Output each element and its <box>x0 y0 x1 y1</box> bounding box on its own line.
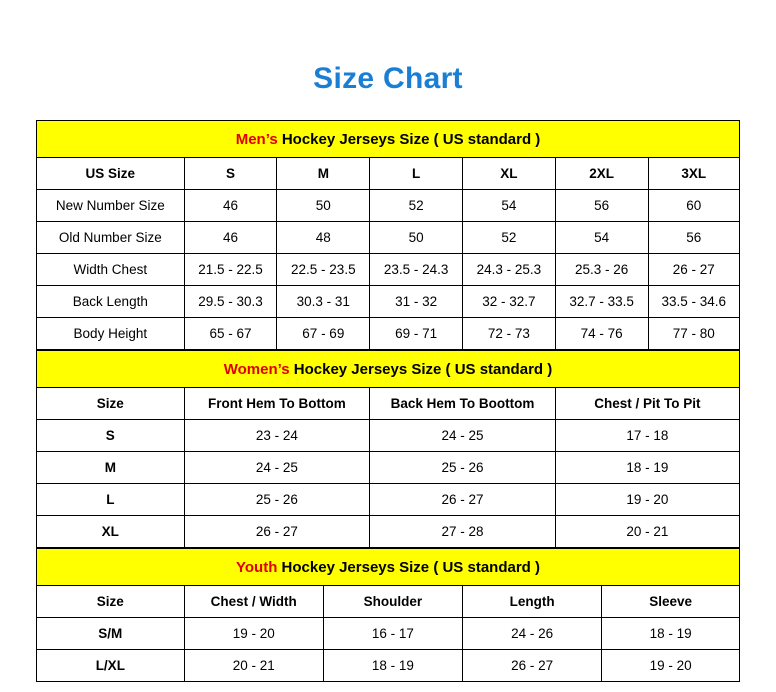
womens-col-2: Back Hem To Boottom <box>370 388 556 420</box>
womens-section-header-row <box>37 351 740 388</box>
youth-r1-c4: 19 - 20 <box>602 650 740 682</box>
womens-r1-c3: 18 - 19 <box>555 452 739 484</box>
mens-column-header-row <box>37 158 740 190</box>
womens-r3-c2: 27 - 28 <box>370 516 556 548</box>
mens-r4-c1: 65 - 67 <box>184 318 277 350</box>
womens-section-header <box>37 351 740 388</box>
mens-r1-c1: 46 <box>184 222 277 254</box>
youth-col-3: Length <box>463 586 602 618</box>
mens-r0-c0: New Number Size <box>37 190 185 222</box>
table-row <box>37 254 740 286</box>
youth-section-accent: Youth <box>236 558 278 576</box>
womens-r0-c0: S <box>37 420 185 452</box>
youth-col-4: Sleeve <box>602 586 740 618</box>
size-chart-container <box>36 120 740 682</box>
mens-r2-c6: 26 - 27 <box>648 254 739 286</box>
mens-r0-c5: 56 <box>555 190 648 222</box>
youth-r1-c2: 18 - 19 <box>323 650 462 682</box>
table-row <box>37 222 740 254</box>
mens-r2-c2: 22.5 - 23.5 <box>277 254 370 286</box>
page-title: Size Chart <box>313 62 463 95</box>
mens-r3-c2: 30.3 - 31 <box>277 286 370 318</box>
youth-r0-c4: 18 - 19 <box>602 618 740 650</box>
mens-section-header <box>37 121 740 158</box>
table-row <box>37 516 740 548</box>
mens-r0-c3: 52 <box>370 190 463 222</box>
mens-section-accent: Men’s <box>235 130 278 148</box>
mens-r2-c4: 24.3 - 25.3 <box>462 254 555 286</box>
mens-r4-c3: 69 - 71 <box>370 318 463 350</box>
womens-r3-c0: XL <box>37 516 185 548</box>
table-row <box>37 190 740 222</box>
youth-section-header-row <box>37 549 740 586</box>
youth-column-header-row <box>37 586 740 618</box>
youth-r0-c0: S/M <box>37 618 185 650</box>
womens-r0-c3: 17 - 18 <box>555 420 739 452</box>
womens-r2-c3: 19 - 20 <box>555 484 739 516</box>
table-row <box>37 420 740 452</box>
womens-col-3: Chest / Pit To Pit <box>555 388 739 420</box>
youth-section-rest: Hockey Jerseys Size ( US standard ) <box>277 558 540 576</box>
mens-r4-c2: 67 - 69 <box>277 318 370 350</box>
womens-r0-c2: 24 - 25 <box>370 420 556 452</box>
womens-size-table <box>36 350 740 548</box>
mens-col-4: XL <box>462 158 555 190</box>
mens-r3-c4: 32 - 32.7 <box>462 286 555 318</box>
womens-section-accent: Women’s <box>223 360 290 378</box>
youth-r0-c1: 19 - 20 <box>184 618 323 650</box>
mens-col-5: 2XL <box>555 158 648 190</box>
youth-r1-c3: 26 - 27 <box>463 650 602 682</box>
mens-section-header-row <box>37 121 740 158</box>
womens-r0-c1: 23 - 24 <box>184 420 370 452</box>
womens-r2-c1: 25 - 26 <box>184 484 370 516</box>
womens-r1-c2: 25 - 26 <box>370 452 556 484</box>
womens-col-0: Size <box>37 388 185 420</box>
youth-r1-c1: 20 - 21 <box>184 650 323 682</box>
mens-r4-c4: 72 - 73 <box>462 318 555 350</box>
womens-r1-c0: M <box>37 452 185 484</box>
womens-section-rest: Hockey Jerseys Size ( US standard ) <box>289 360 553 378</box>
table-row <box>37 318 740 350</box>
mens-r4-c0: Body Height <box>37 318 185 350</box>
table-row <box>37 452 740 484</box>
mens-r1-c0: Old Number Size <box>37 222 185 254</box>
youth-r0-c3: 24 - 26 <box>463 618 602 650</box>
mens-r1-c4: 52 <box>462 222 555 254</box>
mens-r0-c2: 50 <box>277 190 370 222</box>
mens-r0-c6: 60 <box>648 190 739 222</box>
womens-r1-c1: 24 - 25 <box>184 452 370 484</box>
womens-r3-c1: 26 - 27 <box>184 516 370 548</box>
womens-r2-c2: 26 - 27 <box>370 484 556 516</box>
mens-r3-c5: 32.7 - 33.5 <box>555 286 648 318</box>
mens-r3-c1: 29.5 - 30.3 <box>184 286 277 318</box>
mens-r1-c5: 54 <box>555 222 648 254</box>
table-row <box>37 650 740 682</box>
mens-r2-c5: 25.3 - 26 <box>555 254 648 286</box>
mens-r2-c1: 21.5 - 22.5 <box>184 254 277 286</box>
youth-r1-c0: L/XL <box>37 650 185 682</box>
mens-r1-c3: 50 <box>370 222 463 254</box>
mens-col-6: 3XL <box>648 158 739 190</box>
table-row <box>37 286 740 318</box>
mens-size-table <box>36 120 740 350</box>
youth-r0-c2: 16 - 17 <box>323 618 462 650</box>
mens-col-1: S <box>184 158 277 190</box>
youth-col-1: Chest / Width <box>184 586 323 618</box>
mens-r0-c4: 54 <box>462 190 555 222</box>
mens-r3-c0: Back Length <box>37 286 185 318</box>
mens-r4-c6: 77 - 80 <box>648 318 739 350</box>
mens-section-rest: Hockey Jerseys Size ( US standard ) <box>277 130 541 148</box>
mens-col-0: US Size <box>37 158 185 190</box>
youth-size-table <box>36 548 740 682</box>
mens-r0-c1: 46 <box>184 190 277 222</box>
mens-r2-c0: Width Chest <box>37 254 185 286</box>
table-row <box>37 484 740 516</box>
mens-r2-c3: 23.5 - 24.3 <box>370 254 463 286</box>
womens-r2-c0: L <box>37 484 185 516</box>
mens-r3-c3: 31 - 32 <box>370 286 463 318</box>
youth-col-0: Size <box>37 586 185 618</box>
mens-r4-c5: 74 - 76 <box>555 318 648 350</box>
mens-col-3: L <box>370 158 463 190</box>
table-row <box>37 618 740 650</box>
womens-col-1: Front Hem To Bottom <box>184 388 370 420</box>
youth-section-header <box>37 549 740 586</box>
mens-r1-c2: 48 <box>277 222 370 254</box>
mens-col-2: M <box>277 158 370 190</box>
womens-column-header-row <box>37 388 740 420</box>
mens-r1-c6: 56 <box>648 222 739 254</box>
youth-col-2: Shoulder <box>323 586 462 618</box>
womens-r3-c3: 20 - 21 <box>555 516 739 548</box>
mens-r3-c6: 33.5 - 34.6 <box>648 286 739 318</box>
